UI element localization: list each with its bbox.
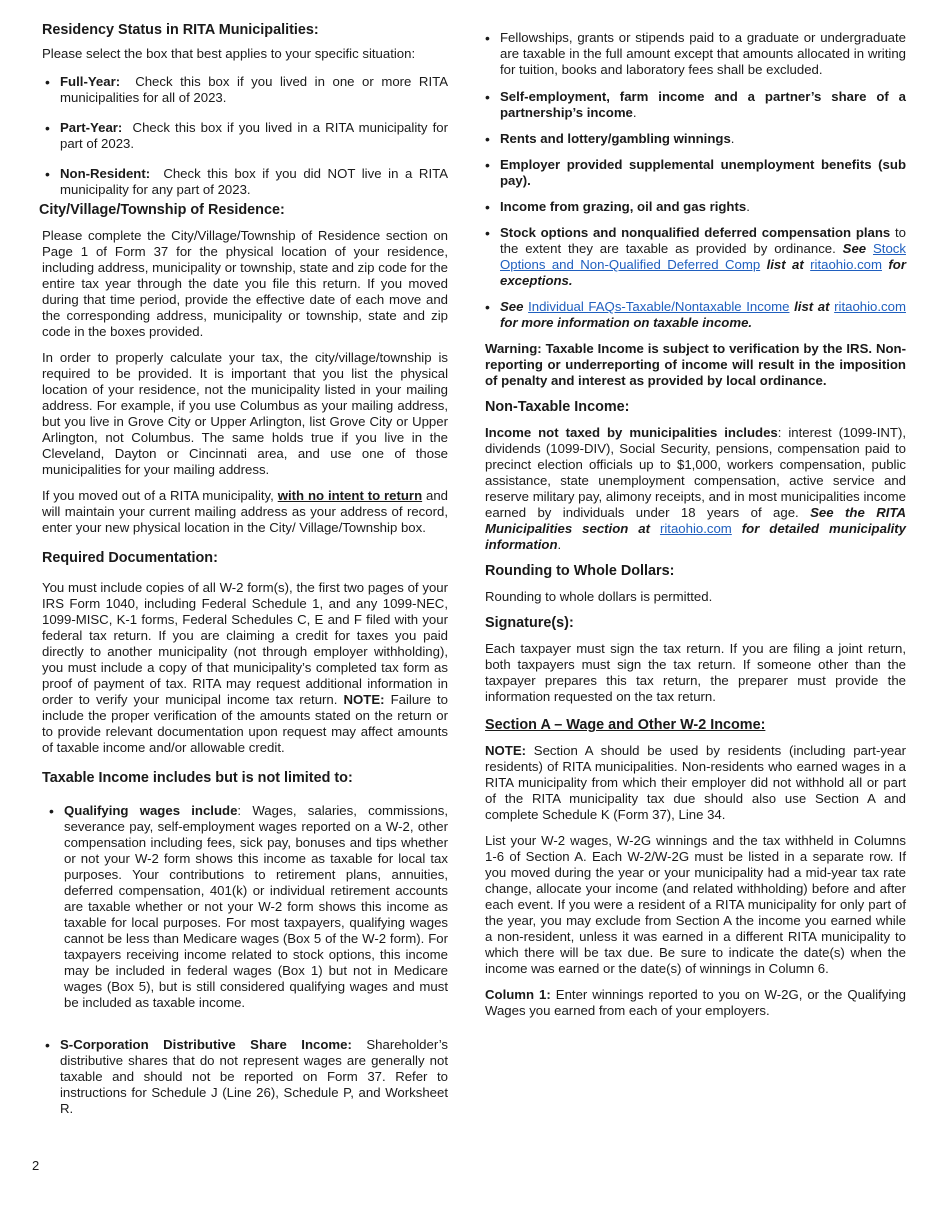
list-w2-paragraph: List your W-2 wages, W-2G winnings and the tax withheld in Columns 1-6 of Section A. Each W-2/W-2G must be listed in a separate row. If you moved during the year or your municipality had a mid-year tax rate change, allocate your income (and related withholding) before and after each event. If you were a resident of a RITA municipality for only part of the year, you may exclude from Section A the income you earned while a non-resident, unless it was earned in a different RITA municipality to which there will be tax due. Be sure to indicate the date(s) when the income was earned or the date(s) of winnings in Column 6. <box>485 833 906 976</box>
required-doc-heading: Required Documentation: <box>42 550 218 566</box>
taxable-list-continued <box>485 30 906 331</box>
ritaohio-link[interactable]: ritaohio.com <box>810 257 882 272</box>
list-item: • Part-Year: Check this box if you lived in a RITA municipality for part of 2023. <box>60 120 448 152</box>
column-1-paragraph: Column 1: Enter winnings reported to you on W-2G, or the Qualifying Wages you earned from each of your employers. <box>485 987 906 1018</box>
rounding-paragraph: Rounding to whole dollars is permitted. <box>485 589 713 604</box>
required-doc-paragraph: You must include copies of all W-2 form(s), the first two pages of your IRS Form 1040, including Federal Schedule 1, and any 1099-NEC, 1099-MISC, K-1 forms, Federal Schedules C, E and F filed with your federal tax return. If you are claiming a credit for taxes you paid directly to another municipality (not through employer withholding), you must include a copy of that municipality’s completed tax form as proof of payment of tax. RITA may request additional information in order to verify your municipal income tax return. NOTE: Failure to include the proper verification of the amounts stated on the return or to provide relevant documentation upon request may affect amounts of taxable income and/or allowable credit. <box>42 580 448 755</box>
nontaxable-heading: Non-Taxable Income: <box>485 399 630 415</box>
right-column <box>485 30 906 1025</box>
taxable-list <box>42 803 448 1117</box>
list-item: • S-Corporation Distributive Share Income: Shareholder’s distributive shares that do not represent wages are generally not taxable and should not be reported on Form 37. Refer to instructions for Schedule J (Line 26), Schedule P, and Worksheet R. <box>60 1037 448 1117</box>
section-a-heading: Section A – Wage and Other W-2 Income: <box>485 717 766 733</box>
stock-options-link[interactable]: Stock Options and Non-Qualified Deferred Comp <box>500 241 906 272</box>
city-heading: City/Village/Township of Residence: <box>39 202 285 218</box>
rounding-heading: Rounding to Whole Dollars: <box>485 563 675 579</box>
list-item: • Non-Resident: Check this box if you did NOT live in a RITA municipality for any part of 2023. <box>60 166 448 198</box>
no-intent-emphasis: with no intent to return <box>277 488 423 503</box>
signature-heading: Signature(s): <box>485 615 574 631</box>
list-item: • Income from grazing, oil and gas rights. <box>500 199 906 215</box>
taxable-heading: Taxable Income includes but is not limited to: <box>42 770 353 786</box>
list-item: • Qualifying wages include: Wages, salaries, commissions, severance pay, self-employment wages reported on a W-2, other compensation including fees, sick pay, bonuses and tips whether or not your W-2 form shows this income as taxable for local tax purposes. Your contributions to retirement plans, annuities, deferred compensation, 401(k) or individual retirement accounts are taxable whether or not your W-2 form shows this income as taxable for local purposes. For most taxpayers, qualifying wages cannot be less than Medicare wages (Box 5 of the W-2 form). For taxpayers receiving income related to stock options, this income may be included in federal wages (Box 1) but not in Medicare wages (Box 5), but is still considered qualifying wages and must be included as taxable income. <box>64 803 448 1011</box>
warning-paragraph: Warning: Taxable Income is subject to verification by the IRS. Non-reporting or underreporting of income will result in the imposition of penalty and interest as provided by local ordinance. <box>485 341 906 388</box>
list-item: • Self-employment, farm income and a partner’s share of a partnership’s income. <box>500 89 906 121</box>
nontaxable-paragraph: Income not taxed by municipalities includes: interest (1099-INT), dividends (1099-DIV), Social Security, pensions, compensation paid to precinct election officials up to $1,000, workers compensation, public assistance, state unemployment compensation, active service and reserve military pay, alimony receipts, and in most municipalities income earned by individuals under 18 years of age. See the RITA Municipalities section at ritaohio.com for detailed municipality information. <box>485 425 906 552</box>
residency-intro: Please select the box that best applies to your specific situation: <box>42 46 416 61</box>
residency-list <box>42 74 448 198</box>
city-paragraph-1: Please complete the City/Village/Township of Residence section on Page 1 of Form 37 for the physical location of your residence, including address, municipality or township, state and zip code for the entire tax year through the date you file this return. If you moved during that time period, provide the effective date of each move and the corresponding address, municipality or township, state and zip code in the boxes provided. <box>42 228 448 339</box>
city-paragraph-2: In order to properly calculate your tax, the city/village/township is required to be provided. It is important that you list the physical location of your residence, not the municipality listed in your mailing address. For example, if you use Columbus as your mailing address, but you live in Grove City or Upper Arlington, list Grove City or Upper Arlington, not Columbus. The same holds true if you live in the Cleveland, Dayton or Cincinnati area, and use one of those municipalities for your mailing address. <box>42 350 448 477</box>
list-item: • See Individual FAQs-Taxable/Nontaxable Income list at ritaohio.com for more information on taxable income. <box>500 299 906 331</box>
ritaohio-link[interactable]: ritaohio.com <box>834 299 906 314</box>
list-item: • Stock options and nonqualified deferred compensation plans to the extent they are taxable as provided by ordinance. See Stock Options and Non-Qualified Deferred Comp list at ritaohio.com for exceptions. <box>500 225 906 289</box>
list-item: • Full-Year: Check this box if you lived in one or more RITA municipalities for all of 2023. <box>60 74 448 106</box>
page-number: 2 <box>32 1158 40 1173</box>
section-a-note: NOTE: Section A should be used by residents (including part-year residents) of RITA municipalities. Non-residents who earned wages in a RITA municipality from which their employer did not withhold all or part of the RITA municipality tax due should also use Section A and complete Schedule K (Form 37), Line 34. <box>485 743 906 822</box>
list-item: • Rents and lottery/gambling winnings. <box>500 131 906 147</box>
residency-heading: Residency Status in RITA Municipalities: <box>42 22 319 38</box>
left-column <box>39 22 449 1131</box>
faq-link[interactable]: Individual FAQs-Taxable/Nontaxable Income <box>528 299 790 314</box>
signature-paragraph: Each taxpayer must sign the tax return. If you are filing a joint return, both taxpayers must sign the tax return. If someone other than the taxpayer prepares this tax return, the preparer must provide the information requested on the tax return. <box>485 641 906 704</box>
city-paragraph-3: If you moved out of a RITA municipality, with no intent to return and will maintain your current mailing address as your address of record, enter your new physical location in the City/ Village/Township box. <box>42 488 448 535</box>
list-item: • Employer provided supplemental unemployment benefits (sub pay). <box>500 157 906 189</box>
ritaohio-link[interactable]: ritaohio.com <box>659 521 732 536</box>
list-item: • Fellowships, grants or stipends paid to a graduate or undergraduate are taxable in the full amount except that amounts allocated in writing for tuition, books and laboratory fees shall be excluded. <box>500 30 906 78</box>
